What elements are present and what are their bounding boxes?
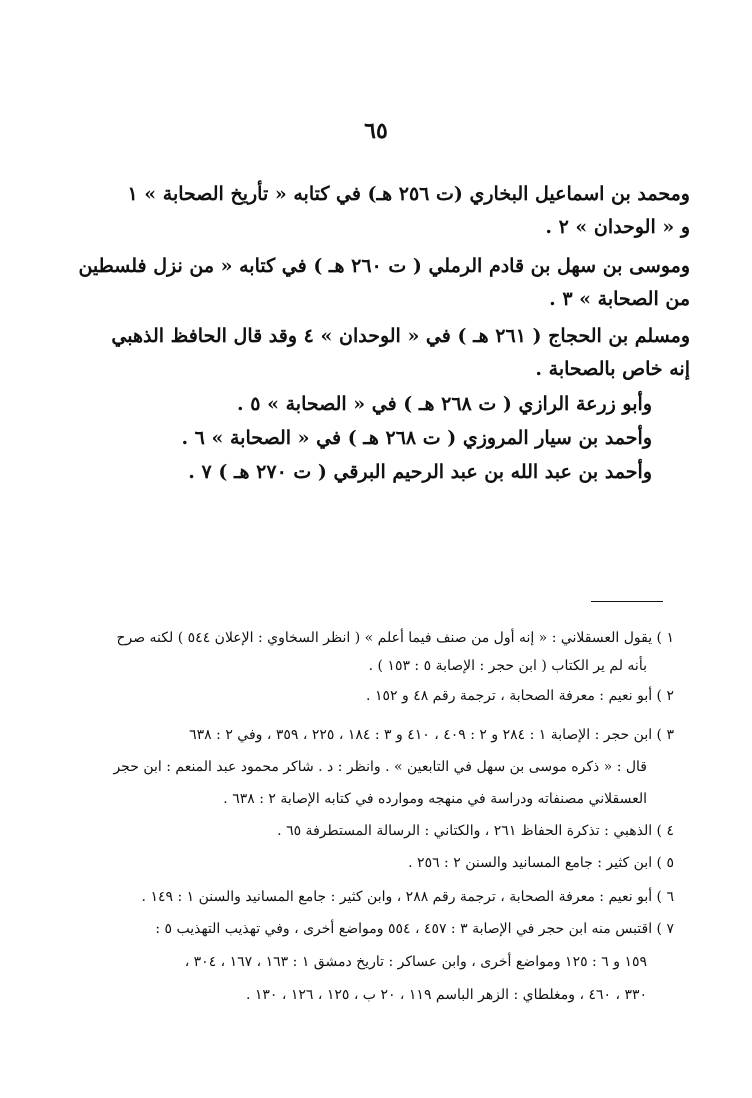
page-number: ٦٥ (364, 118, 388, 144)
footnote-line-9: ٦ ) أبو نعيم : معرفة الصحابة ، ترجمة رقم ٢٨٨ ، وابن كثير : جامع المسانيد والسنن ١ : ١٤٩ . (141, 889, 674, 905)
footnote-line-2: بأنه لم ير الكتاب ( ابن حجر : الإصابة ٥ : ١٥٣ ) . (368, 658, 647, 674)
footnote-line-11: ١٥٩ و ٦ : ١٢٥ ومواضع أخرى ، وابن عساكر : تاريخ دمشق ١ : ١٦٣ ، ١٦٧ ، ٣٠٤ ، (184, 954, 647, 970)
main-line-6: إنه خاص بالصحابة . (535, 358, 690, 380)
footnote-separator (591, 601, 663, 602)
main-line-9: وأحمد بن عبد الله بن عبد الرحيم البرقي ( ت ٢٧٠ هـ ) ٧ . (188, 461, 652, 483)
footnote-line-3: ٢ ) أبو نعيم : معرفة الصحابة ، ترجمة رقم ٤٨ و ١٥٢ . (366, 688, 674, 704)
main-line-5: ومسلم بن الحجاج ( ٢٦١ هـ ) في « الوحدان » ٤ وقد قال الحافظ الذهبي (111, 325, 690, 347)
footnote-line-12: ٣٣٠ ، ٤٦٠ ، ومغلطاي : الزهر الباسم ١١٩ ، ٢٠ ب ، ١٢٥ ، ١٢٦ ، ١٣٠ . (245, 987, 647, 1003)
footnote-line-6: العسقلاني مصنفاته ودراسة في منهجه وموارده في كتابه الإصابة ٢ : ٦٣٨ . (223, 791, 647, 807)
main-line-7: وأبو زرعة الرازي ( ت ٢٦٨ هـ ) في « الصحابة » ٥ . (237, 393, 652, 415)
main-line-3: وموسى بن سهل بن قادم الرملي ( ت ٢٦٠ هـ ) في كتابه « من نزل فلسطين (78, 255, 690, 277)
main-line-1: ومحمد بن اسماعيل البخاري (ت ٢٥٦ هـ) في كتابه « تأريخ الصحابة » ١ (127, 183, 690, 205)
footnote-line-10: ٧ ) اقتبس منه ابن حجر في الإصابة ٣ : ٤٥٧ ، ٥٥٤ ومواضع أخرى ، وفي تهذيب التهذيب ٥ : (155, 921, 674, 937)
footnote-line-5: قال : « ذكره موسى بن سهل في التابعين » . وانظر : د . شاكر محمود عبد المنعم : ابن حجر (113, 759, 647, 775)
main-line-8: وأحمد بن سيار المروزي ( ت ٢٦٨ هـ ) في « الصحابة » ٦ . (181, 427, 652, 449)
main-line-4: من الصحابة » ٣ . (549, 288, 690, 310)
footnote-line-7: ٤ ) الذهبي : تذكرة الحفاظ ٢٦١ ، والكتاني : الرسالة المستطرفة ٦٥ . (277, 823, 674, 839)
footnote-line-8: ٥ ) ابن كثير : جامع المسانيد والسنن ٢ : ٢٥٦ . (408, 855, 674, 871)
main-line-2: و « الوحدان » ٢ . (545, 216, 690, 238)
footnote-line-4: ٣ ) ابن حجر : الإصابة ١ : ٢٨٤ و ٢ : ٤٠٩ ، ٤١٠ و ٣ : ١٨٤ ، ٢٢٥ ، ٣٥٩ ، وفي ٢ : ٦٣٨ (189, 727, 674, 743)
footnote-line-1: ١ ) يقول العسقلاني : « إنه أول من صنف فيما أعلم » ( انظر السخاوي : الإعلان ٥٤٤ ) لكنه صرح (116, 630, 674, 646)
